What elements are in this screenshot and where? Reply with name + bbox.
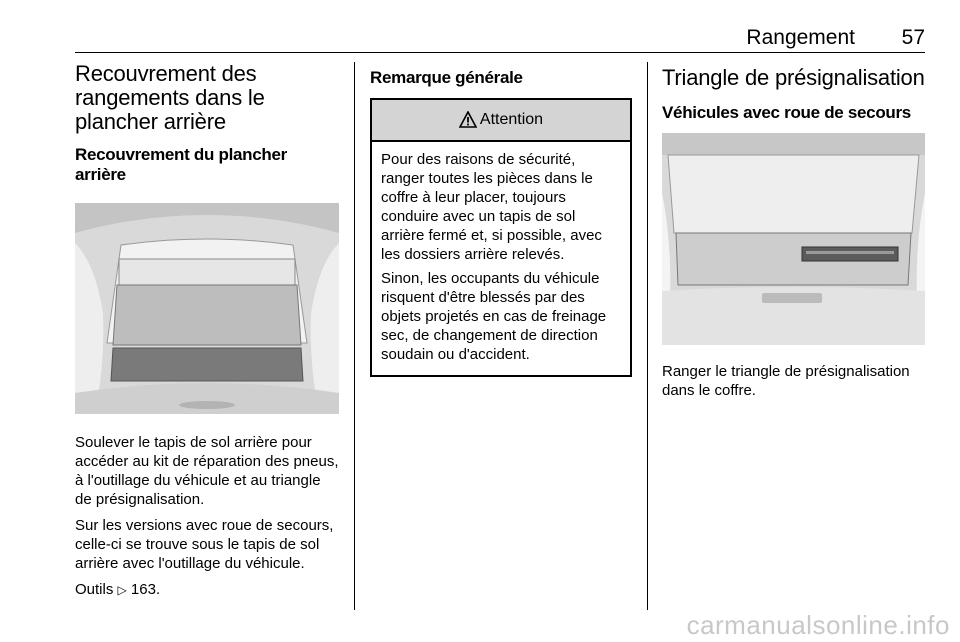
trunk-floor-drawing [75,203,339,414]
page-number: 57 [901,26,925,49]
column-divider-2 [647,62,648,610]
warning-paragraph-2: Sinon, les occupants du véhicule risquent d'être blessés par des objets projetés en cas de freinage sec, de changement de direction soudain ou d'accident. [381,270,607,363]
trunk-triangle-drawing [662,133,925,345]
section-title: Rangement [746,26,855,49]
warning-title: Attention [479,111,544,128]
reference-label: Outils [75,581,114,598]
paragraph-spare-wheel: Sur les versions avec roue de secours, celle-ci se trouve sous le tapis de sol arrière avec l'outillage du véhicule. [75,517,334,572]
heading-floor-cover: Recouvrement des rangements dans le plancher arrière [75,61,265,134]
tools-reference [75,580,341,600]
heading-general-note: Remarque générale [370,68,523,87]
warning-paragraph-1: Pour des raisons de sécurité, ranger toutes les pièces dans le coffre à leur placer, toujours conduire avec un tapis de sol arrière fermé et, si possible, avec les dossiers arrière relevés. [381,151,602,263]
warning-box [370,98,632,377]
subheading-floor-cover: Recouvrement du plancher arrière [75,145,287,184]
warning-body [372,142,630,375]
column-divider-1 [354,62,355,610]
page-header [75,26,925,50]
column-3 [662,62,927,400]
trunk-triangle-illustration [662,133,925,345]
warning-header [372,100,630,142]
trunk-floor-illustration [75,203,339,414]
paragraph-store-triangle: Ranger le triangle de présignalisation dans le coffre. [662,363,910,399]
reference-page: 163. [130,581,161,598]
subheading-spare-wheel: Véhicules avec roue de secours [662,103,911,122]
warning-triangle-icon [459,111,477,129]
watermark: carmanualsonline.info [686,610,950,640]
heading-warning-triangle: Triangle de présignalisation [662,65,925,90]
column-2 [370,62,632,377]
column-1 [75,62,341,600]
paragraph-lift-mat: Soulever le tapis de sol arrière pour accéder au kit de réparation des pneus, à l'outillage du véhicule et au triangle de présignalisation. [75,434,339,508]
reference-arrow-icon: ▷ [117,583,127,597]
header-rule [75,52,925,53]
